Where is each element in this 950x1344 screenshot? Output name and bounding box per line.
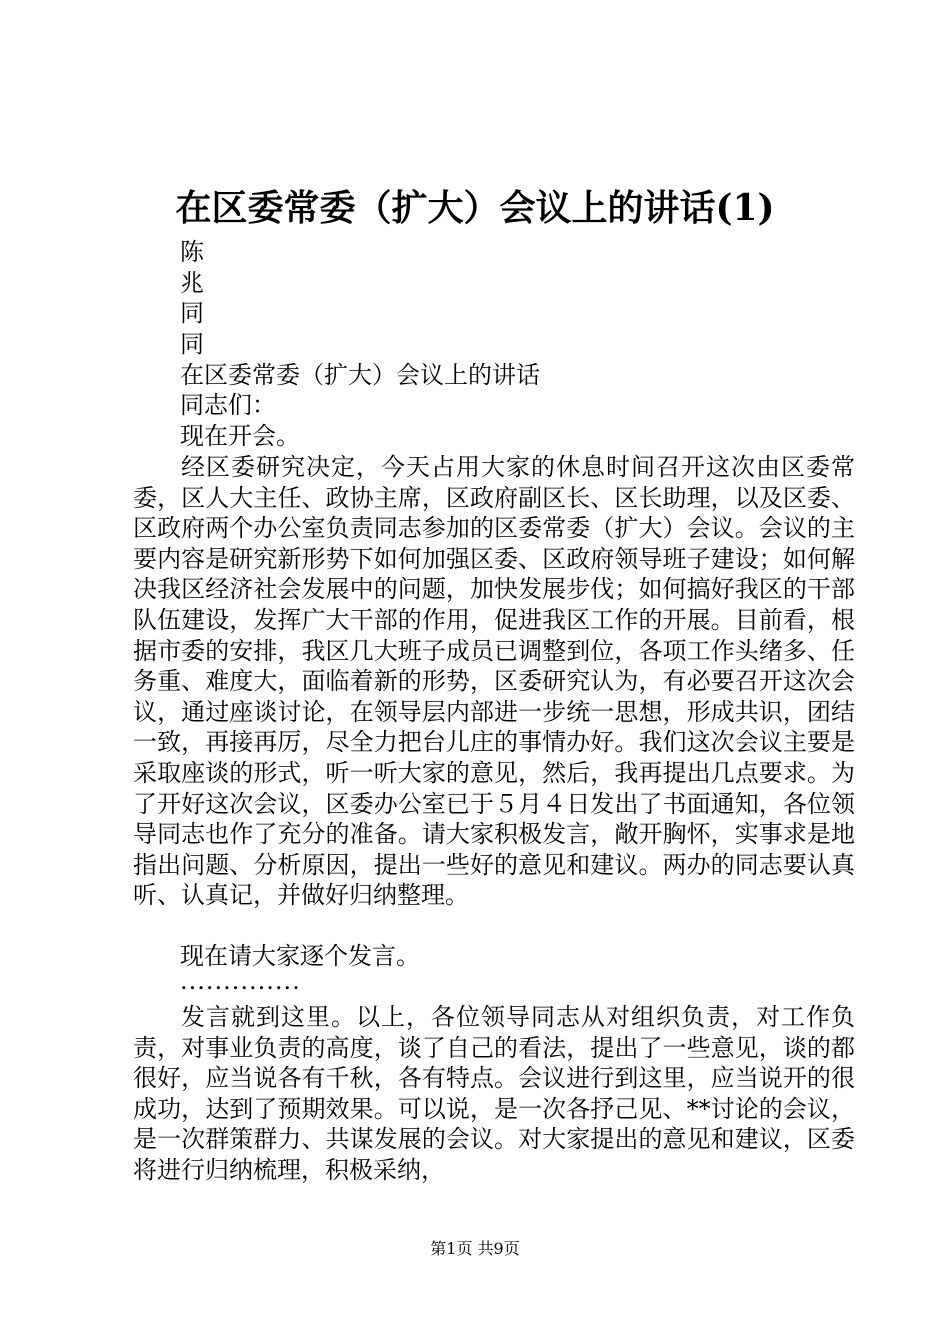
page-number: 第1页 共9页 [430,1239,520,1258]
salutation: 同志们： [180,391,276,419]
speech-subtitle: 在区委常委（扩大）会议上的讲话 [180,361,540,389]
opening-line: 现在开会。 [180,422,300,450]
document-title: 在区委常委（扩大）会议上的讲话(1) [175,187,775,229]
paragraph-2: 发言就到这里。以上，各位领导同志从对组织负责，对工作负责，对事业负责的高度，谈了自己的看法，提出了一些意见，谈的都很好，应当说各有千秋，各有特点。会议进行到这里，应当说开的很成功，达到了预期效果。可以说，是一次各抒己见、**讨论的会议，是一次群策群力、共谋发展的会议。对大家提出的意见和建议，区委将进行归纳梳理，积极采纳， [133,1003,855,1184]
ellipsis-line: .............. [180,967,301,995]
author-char-2: 兆 [180,269,204,297]
author-char-1: 陈 [180,238,204,266]
author-char-4: 同 [180,330,204,358]
invite-line: 现在请大家逐个发言。 [180,942,420,970]
paragraph-1: 经区委研究决定，今天占用大家的休息时间召开这次由区委常委，区人大主任、政协主席，区政府副区长、区长助理，以及区委、区政府两个办公室负责同志参加的区委常委（扩大）会议。会议的主要内容是研究新形势下如何加强区委、区政府领导班子建设；如何解决我区经济社会发展中的问题，加快发展步伐；如何搞好我区的干部队伍建设，发挥广大干部的作用，促进我区工作的开展。目前看，根据市委的安排，我区几大班子成员已调整到位，各项工作头绪多、任务重、难度大，面临着新的形势，区委研究认为，有必要召开这次会议，通过座谈讨论，在领导层内部进一步统一思想，形成共识，团结一致，再接再厉，尽全力把台儿庄的事情办好。我们这次会议主要是采取座谈的形式，听一听大家的意见，然后，我再提出几点要求。为了开好这次会议，区委办公室已于５月４日发出了书面通知，各位领导同志也作了充分的准备。请大家积极发言，敞开胸怀，实事求是地指出问题、分析原因，提出一些好的意见和建议。两办的同志要认真听、认真记，并做好归纳整理。 [133,453,855,910]
author-char-3: 同 [180,299,204,327]
